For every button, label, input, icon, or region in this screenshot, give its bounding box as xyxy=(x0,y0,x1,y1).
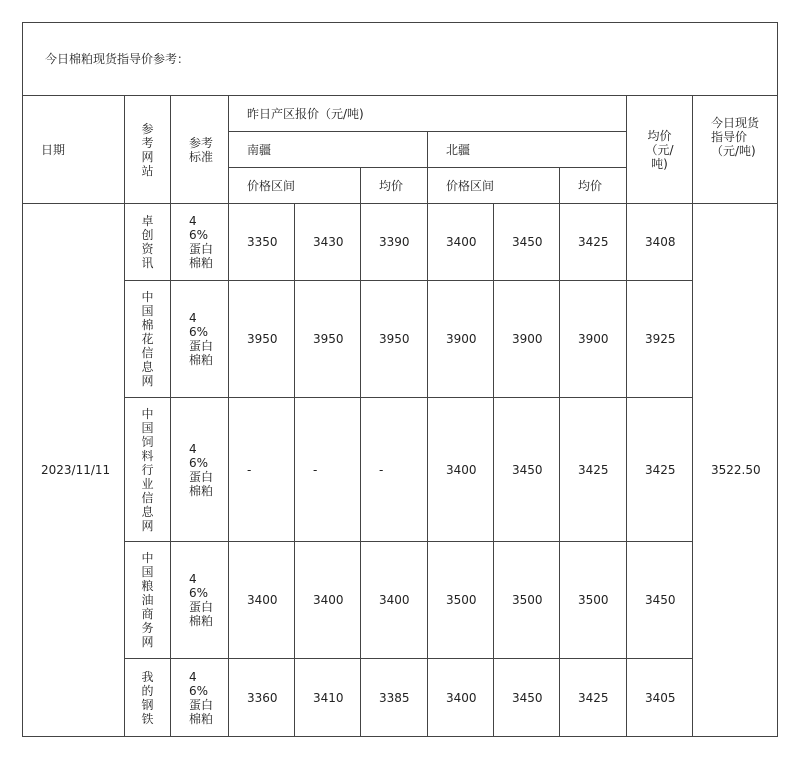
north-avg-cell: 3425 xyxy=(560,659,627,737)
north-low-cell: 3400 xyxy=(428,398,494,542)
south-low-cell: 3350 xyxy=(229,204,295,281)
north-high-cell: 3500 xyxy=(494,542,560,659)
standard-cell: 46%蛋白棉粕 xyxy=(171,281,229,398)
site-cell: 卓创资讯 xyxy=(125,204,171,281)
north-low-cell: 3900 xyxy=(428,281,494,398)
south-range-header: 价格区间 xyxy=(229,168,361,204)
overall-avg-header: 均价（元/吨) xyxy=(627,96,693,204)
north-high-cell: 3450 xyxy=(494,659,560,737)
south-low-cell: 3950 xyxy=(229,281,295,398)
site-header: 参考网站 xyxy=(125,96,171,204)
south-low-cell: 3360 xyxy=(229,659,295,737)
table-row xyxy=(23,204,778,281)
standard-cell: 46%蛋白棉粕 xyxy=(171,398,229,542)
north-low-cell: 3400 xyxy=(428,659,494,737)
south-high-cell: 3410 xyxy=(295,659,361,737)
south-avg-cell: - xyxy=(361,398,428,542)
table-row xyxy=(23,398,778,542)
avg-cell: 3405 xyxy=(627,659,693,737)
south-low-cell: 3400 xyxy=(229,542,295,659)
avg-cell: 3450 xyxy=(627,542,693,659)
site-cell: 中国饲料行业信息网 xyxy=(125,398,171,542)
table-row xyxy=(23,659,778,737)
north-high-cell: 3900 xyxy=(494,281,560,398)
north-avg-cell: 3425 xyxy=(560,204,627,281)
north-header: 北疆 xyxy=(428,132,627,168)
table-title: 今日棉粕现货指导价参考： xyxy=(23,23,778,96)
north-low-cell: 3400 xyxy=(428,204,494,281)
site-cell: 我的钢铁 xyxy=(125,659,171,737)
site-cell: 中国棉花信息网 xyxy=(125,281,171,398)
north-avg-cell: 3900 xyxy=(560,281,627,398)
south-avg-cell: 3390 xyxy=(361,204,428,281)
guide-price-cell: 3522.50 xyxy=(693,204,778,737)
date-cell: 2023/11/11 xyxy=(23,204,125,737)
north-high-cell: 3450 xyxy=(494,398,560,542)
north-avg-cell: 3500 xyxy=(560,542,627,659)
south-high-cell: - xyxy=(295,398,361,542)
south-avg-cell: 3385 xyxy=(361,659,428,737)
south-header: 南疆 xyxy=(229,132,428,168)
south-low-cell: - xyxy=(229,398,295,542)
south-high-cell: 3430 xyxy=(295,204,361,281)
price-table xyxy=(22,22,778,737)
avg-cell: 3425 xyxy=(627,398,693,542)
south-high-cell: 3400 xyxy=(295,542,361,659)
north-avg-cell: 3425 xyxy=(560,398,627,542)
table-row xyxy=(23,281,778,398)
south-avg-cell: 3950 xyxy=(361,281,428,398)
yesterday-header: 昨日产区报价（元/吨) xyxy=(229,96,627,132)
standard-cell: 46%蛋白棉粕 xyxy=(171,204,229,281)
north-high-cell: 3450 xyxy=(494,204,560,281)
south-high-cell: 3950 xyxy=(295,281,361,398)
table-row xyxy=(23,542,778,659)
south-avg-cell: 3400 xyxy=(361,542,428,659)
site-cell: 中国粮油商务网 xyxy=(125,542,171,659)
date-header: 日期 xyxy=(23,96,125,204)
avg-cell: 3408 xyxy=(627,204,693,281)
south-avg-header: 均价 xyxy=(361,168,428,204)
north-range-header: 价格区间 xyxy=(428,168,560,204)
guide-header: 今日现货指导价（元/吨) xyxy=(693,96,778,204)
standard-cell: 46%蛋白棉粕 xyxy=(171,659,229,737)
avg-cell: 3925 xyxy=(627,281,693,398)
north-avg-header: 均价 xyxy=(560,168,627,204)
standard-header: 参考标准 xyxy=(171,96,229,204)
north-low-cell: 3500 xyxy=(428,542,494,659)
standard-cell: 46%蛋白棉粕 xyxy=(171,542,229,659)
